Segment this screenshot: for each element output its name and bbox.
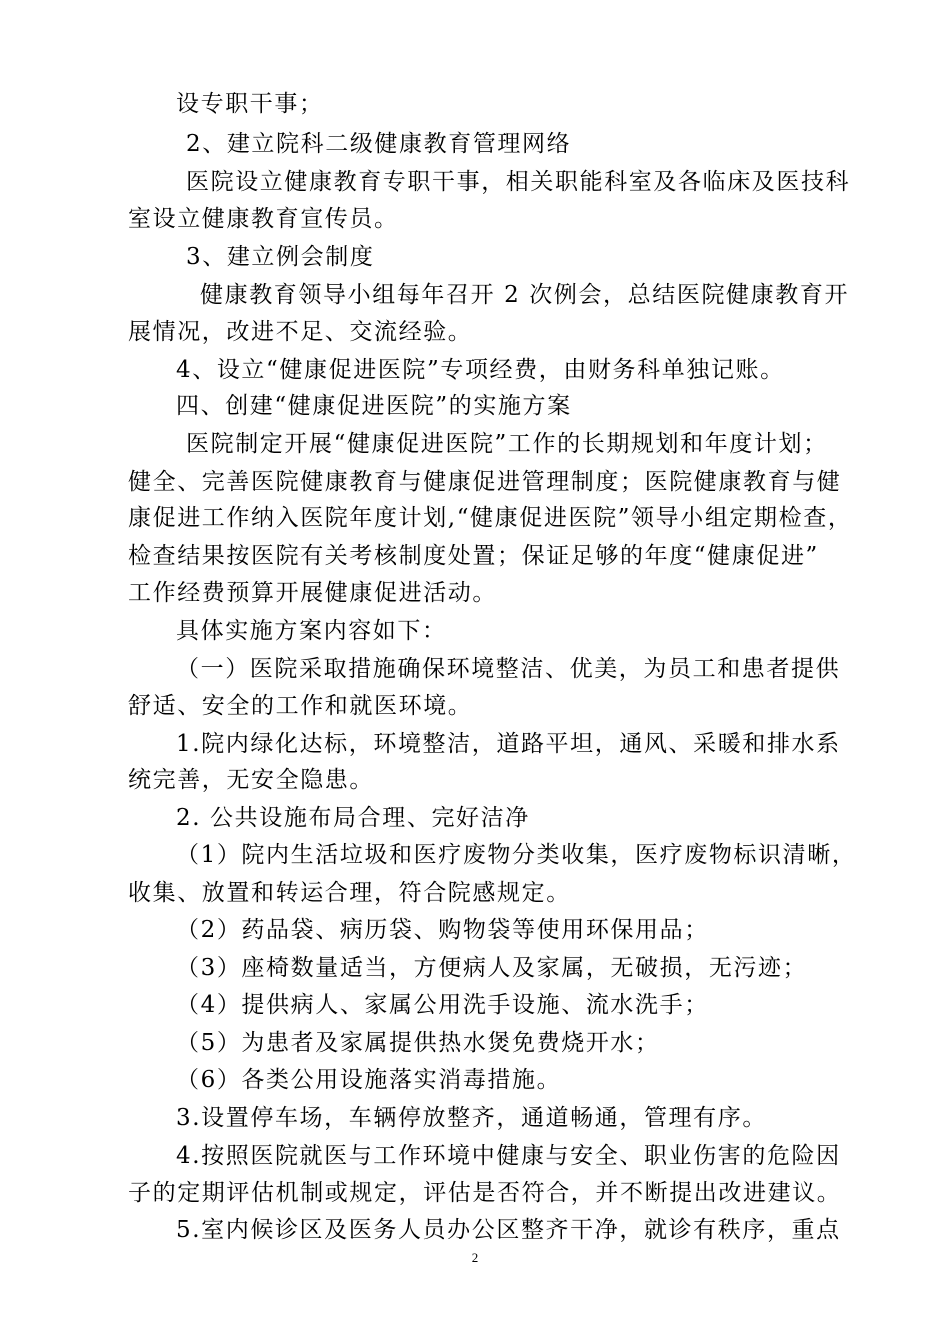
text-line: 康促进工作纳入医院年度计划,“健康促进医院”领导小组定期检查， [128, 505, 853, 531]
text-line: 统完善，无安全隐患。 [128, 767, 374, 793]
text-line: （2）药品袋、病历袋、购物袋等使用环保用品； [176, 917, 709, 943]
text-line: 健全、完善医院健康教育与健康促进管理制度；医院健康教育与健 [128, 469, 842, 495]
text-line: 具体实施方案内容如下： [176, 618, 447, 644]
text-line: （6）各类公用设施落实消毒措施。 [176, 1067, 562, 1093]
text-line: 3.设置停车场，车辆停放整齐，通道畅通，管理有序。 [176, 1105, 767, 1131]
text-line: 舒适、安全的工作和就医环境。 [128, 693, 473, 719]
text-line: 2. 公共设施布局合理、完好洁净 [176, 805, 530, 831]
text-line: （4）提供病人、家属公用洗手设施、流水洗手； [176, 992, 709, 1018]
text-line: （一）医院采取措施确保环境整洁、优美，为员工和患者提供 [176, 656, 841, 682]
text-line: （5）为患者及家属提供热水煲免费烧开水； [176, 1030, 660, 1056]
text-line: 子的定期评估机制或规定，评估是否符合，并不断提出改进建议。 [128, 1180, 842, 1206]
text-line: 设专职干事； [176, 91, 324, 117]
text-line: 医院制定开展“健康促进医院”工作的长期规划和年度计划； [186, 431, 828, 457]
page-number: 2 [471, 1250, 479, 1265]
text-line: （3）座椅数量适当，方便病人及家属，无破损，无污迹； [176, 955, 808, 981]
text-line: 5.室内候诊区及医务人员办公区整齐干净，就诊有秩序，重点 [176, 1217, 841, 1243]
text-line: 医院设立健康教育专职干事，相关职能科室及各临床及医技科 [186, 169, 851, 195]
text-line: 工作经费预算开展健康促进活动。 [128, 580, 497, 606]
text-line: 收集、放置和转运合理，符合院感规定。 [128, 880, 571, 906]
text-line: 2、建立院科二级健康教育管理网络 [186, 131, 572, 157]
text-line: 室设立健康教育宣传员。 [128, 206, 399, 232]
text-line: 4、设立“健康促进医院”专项经费，由财务科单独记账。 [176, 357, 785, 383]
text-line: （1）院内生活垃圾和医疗废物分类收集，医疗废物标识清晰， [176, 842, 857, 868]
text-line: 1.院内绿化达标，环境整洁，道路平坦，通风、采暖和排水系 [176, 731, 841, 757]
text-line: 检查结果按医院有关考核制度处置；保证足够的年度“健康促进” [128, 543, 819, 569]
text-line: 4.按照医院就医与工作环境中健康与安全、职业伤害的危险因 [176, 1143, 841, 1169]
text-line: 展情况，改进不足、交流经验。 [128, 319, 473, 345]
section-heading: 四、创建“健康促进医院”的实施方案 [176, 393, 572, 419]
text-line: 健康教育领导小组每年召开 2 次例会，总结医院健康教育开 [200, 282, 850, 308]
text-line: 3、建立例会制度 [186, 244, 375, 270]
